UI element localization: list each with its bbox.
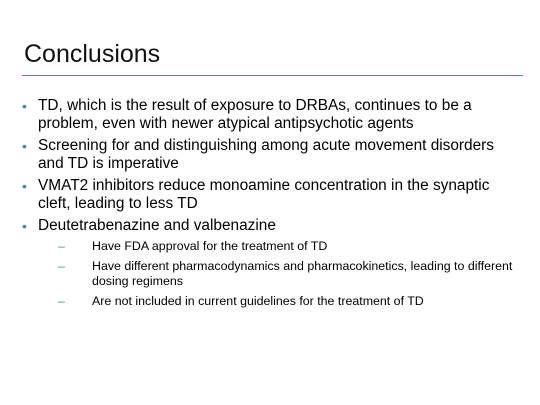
sub-bullet-item bbox=[52, 259, 522, 289]
sub-bullet-item bbox=[52, 239, 522, 254]
bullet-text: TD, which is the result of exposure to DRBAs, continues to be a problem, even with newer atypical antipsychotic agents bbox=[38, 97, 472, 132]
sub-bullet-item bbox=[52, 294, 522, 309]
bullet-dot-icon: • bbox=[22, 98, 27, 114]
bullet-item bbox=[22, 137, 522, 173]
bullet-list bbox=[22, 97, 522, 314]
sub-bullet-text: Are not included in current guidelines for the treatment of TD bbox=[92, 294, 424, 308]
slide-title: Conclusions bbox=[24, 40, 161, 68]
bullet-text: Deutetrabenazine and valbenazine bbox=[38, 217, 276, 234]
bullet-dot-icon: • bbox=[22, 218, 27, 234]
bullet-item bbox=[22, 217, 522, 309]
dash-icon: – bbox=[58, 259, 65, 273]
title-divider bbox=[22, 75, 523, 76]
sub-bullet-list bbox=[38, 239, 522, 309]
bullet-dot-icon: • bbox=[22, 138, 27, 154]
bullet-item bbox=[22, 177, 522, 213]
dash-icon: – bbox=[58, 239, 65, 253]
bullet-dot-icon: • bbox=[22, 178, 27, 194]
dash-icon: – bbox=[58, 294, 65, 308]
sub-bullet-text: Have different pharmacodynamics and pharmacokinetics, leading to different dosing regimens bbox=[92, 259, 513, 288]
bullet-text: Screening for and distinguishing among acute movement disorders and TD is imperative bbox=[38, 137, 494, 172]
bullet-text: VMAT2 inhibitors reduce monoamine concentration in the synaptic cleft, leading to less TD bbox=[38, 177, 490, 212]
bullet-item bbox=[22, 97, 522, 133]
sub-bullet-text: Have FDA approval for the treatment of TD bbox=[92, 239, 328, 253]
